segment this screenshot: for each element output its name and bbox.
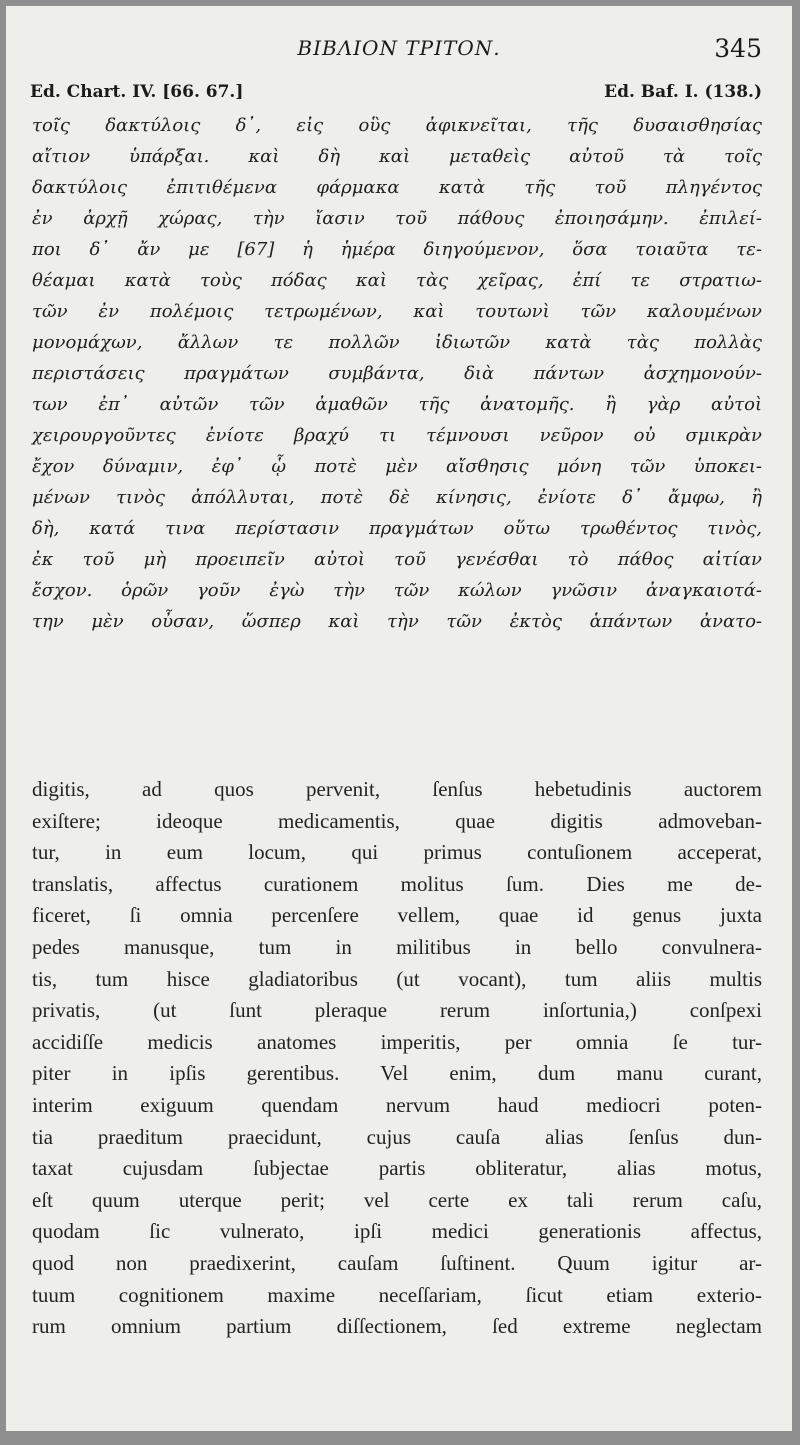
latin-line: eſt quum uterque perit; vel certe ex tali rerum caſu, (32, 1187, 762, 1212)
latin-line: accidiſſe medicis anatomes imperitis, per omnia ſe tur- (32, 1029, 762, 1054)
greek-text-block (32, 110, 762, 637)
latin-line: quod non praedixerint, cauſam ſuſtinent. Quum igitur ar- (32, 1250, 762, 1275)
edition-references (30, 82, 762, 108)
latin-line: digitis, ad quos pervenit, ſenſus hebetudinis auctorem (32, 777, 762, 801)
greek-line: χειρουργοῦντες ἐνίοτε βραχύ τι τέμνουσι νεῦρον οὐ σμικρὰν (32, 425, 762, 446)
latin-line: taxat cujusdam ſubjectae partis obliteratur, alias motus, (32, 1156, 762, 1181)
running-head (6, 34, 792, 66)
page-number: 345 (714, 34, 762, 63)
book-page (6, 6, 792, 1431)
greek-line: ἐκ τοῦ μὴ προειπεῖν αὐτοὶ τοῦ γενέσθαι τὸ πάθος αἰτίαν (32, 549, 762, 570)
latin-line: translatis, affectus curationem molitus ſum. Dies me de- (32, 871, 762, 896)
greek-line: περιστάσεις πραγμάτων συμβάντα, διὰ πάντων ἀσχημονούν- (32, 363, 762, 384)
latin-line: privatis, (ut ſunt pleraque rerum inſortunia,) conſpexi (32, 998, 762, 1023)
latin-line: quodam ſic vulnerato, ipſi medici generationis affectus, (32, 1219, 762, 1244)
greek-line: ἐν ἀρχῇ χώρας, τὴν ἴασιν τοῦ πάθους ἐποιησάμην. ἐπιλεί- (32, 208, 762, 229)
greek-line: ἔσχον. ὁρῶν γοῦν ἐγὼ τὴν τῶν κώλων γνῶσιν ἀναγκαιοτά- (32, 580, 762, 601)
latin-line: rum omnium partium diſſectionem, ſed extreme neglectam (32, 1314, 762, 1339)
edition-basel-reference: Ed. Baf. I. (138.) (604, 82, 762, 102)
latin-line: tur, in eum locum, qui primus contuſionem acceperat, (32, 840, 762, 865)
latin-line: piter in ipſis gerentibus. Vel enim, dum manu curant, (32, 1061, 762, 1086)
latin-line: pedes manusque, tum in militibus in bello convulnera- (32, 934, 762, 959)
latin-line: tia praeditum praecidunt, cujus cauſa alias ſenſus dun- (32, 1124, 762, 1149)
latin-line: interim exiguum quendam nervum haud mediocri poten- (32, 1092, 762, 1117)
latin-line: exiſtere; ideoque medicamentis, quae digitis admoveban- (32, 808, 762, 833)
greek-line: μονομάχων, ἄλλων τε πολλῶν ἰδιωτῶν κατὰ τὰς πολλὰς (32, 332, 762, 353)
greek-line: την μὲν οὖσαν, ὥσπερ καὶ τὴν τῶν ἐκτὸς ἁπάντων ἀνατο- (32, 611, 762, 632)
greek-line: θέαμαι κατὰ τοὺς πόδας καὶ τὰς χεῖρας, ἐπί τε στρατιω- (32, 270, 762, 291)
greek-line: τῶν ἐν πολέμοις τετρωμένων, καὶ τουτωνὶ τῶν καλουμένων (32, 301, 762, 322)
edition-chart-reference: Ed. Chart. IV. [66. 67.] (30, 82, 244, 102)
greek-line: μένων τινὸς ἀπόλλυται, ποτὲ δὲ κίνησις, ἐνίοτε δ᾽ ἄμφω, ἢ (32, 487, 762, 508)
running-title: ΒΙΒΛΙΟΝ ΤΡΙΤΟΝ. (297, 36, 501, 60)
greek-line: ἔχον δύναμιν, ἐφ᾽ ᾧ ποτὲ μὲν αἴσθησις μόνη τῶν ὑποκει- (32, 456, 762, 477)
latin-line: tis, tum hisce gladiatoribus (ut vocant), tum aliis multis (32, 966, 762, 991)
greek-line: των ἐπ᾽ αὐτῶν τῶν ἀμαθῶν τῆς ἀνατομῆς. ἢ γὰρ αὐτοὶ (32, 394, 762, 415)
latin-text-block (32, 774, 762, 1343)
greek-line: τοῖς δακτύλοις δ᾽, εἰς οὓς ἀφικνεῖται, τῆς δυσαισθησίας (32, 115, 762, 136)
greek-line: αἴτιον ὑπάρξαι. καὶ δὴ καὶ μεταθεὶς αὐτοῦ τὰ τοῖς (32, 146, 762, 167)
latin-line: ficeret, ſi omnia percenſere vellem, quae id genus juxta (32, 903, 762, 928)
greek-line: δακτύλοις ἐπιτιθέμενα φάρμακα κατὰ τῆς τοῦ πληγέντος (32, 177, 762, 198)
greek-line: δὴ, κατά τινα περίστασιν πραγμάτων οὕτω τρωθέντος τινὸς, (32, 518, 762, 539)
latin-line: tuum cognitionem maxime neceſſariam, ſicut etiam exterio- (32, 1282, 762, 1307)
greek-line: ποι δ᾽ ἄν με [67] ἡ ἡμέρα διηγούμενον, ὅσα τοιαῦτα τε- (32, 239, 762, 260)
